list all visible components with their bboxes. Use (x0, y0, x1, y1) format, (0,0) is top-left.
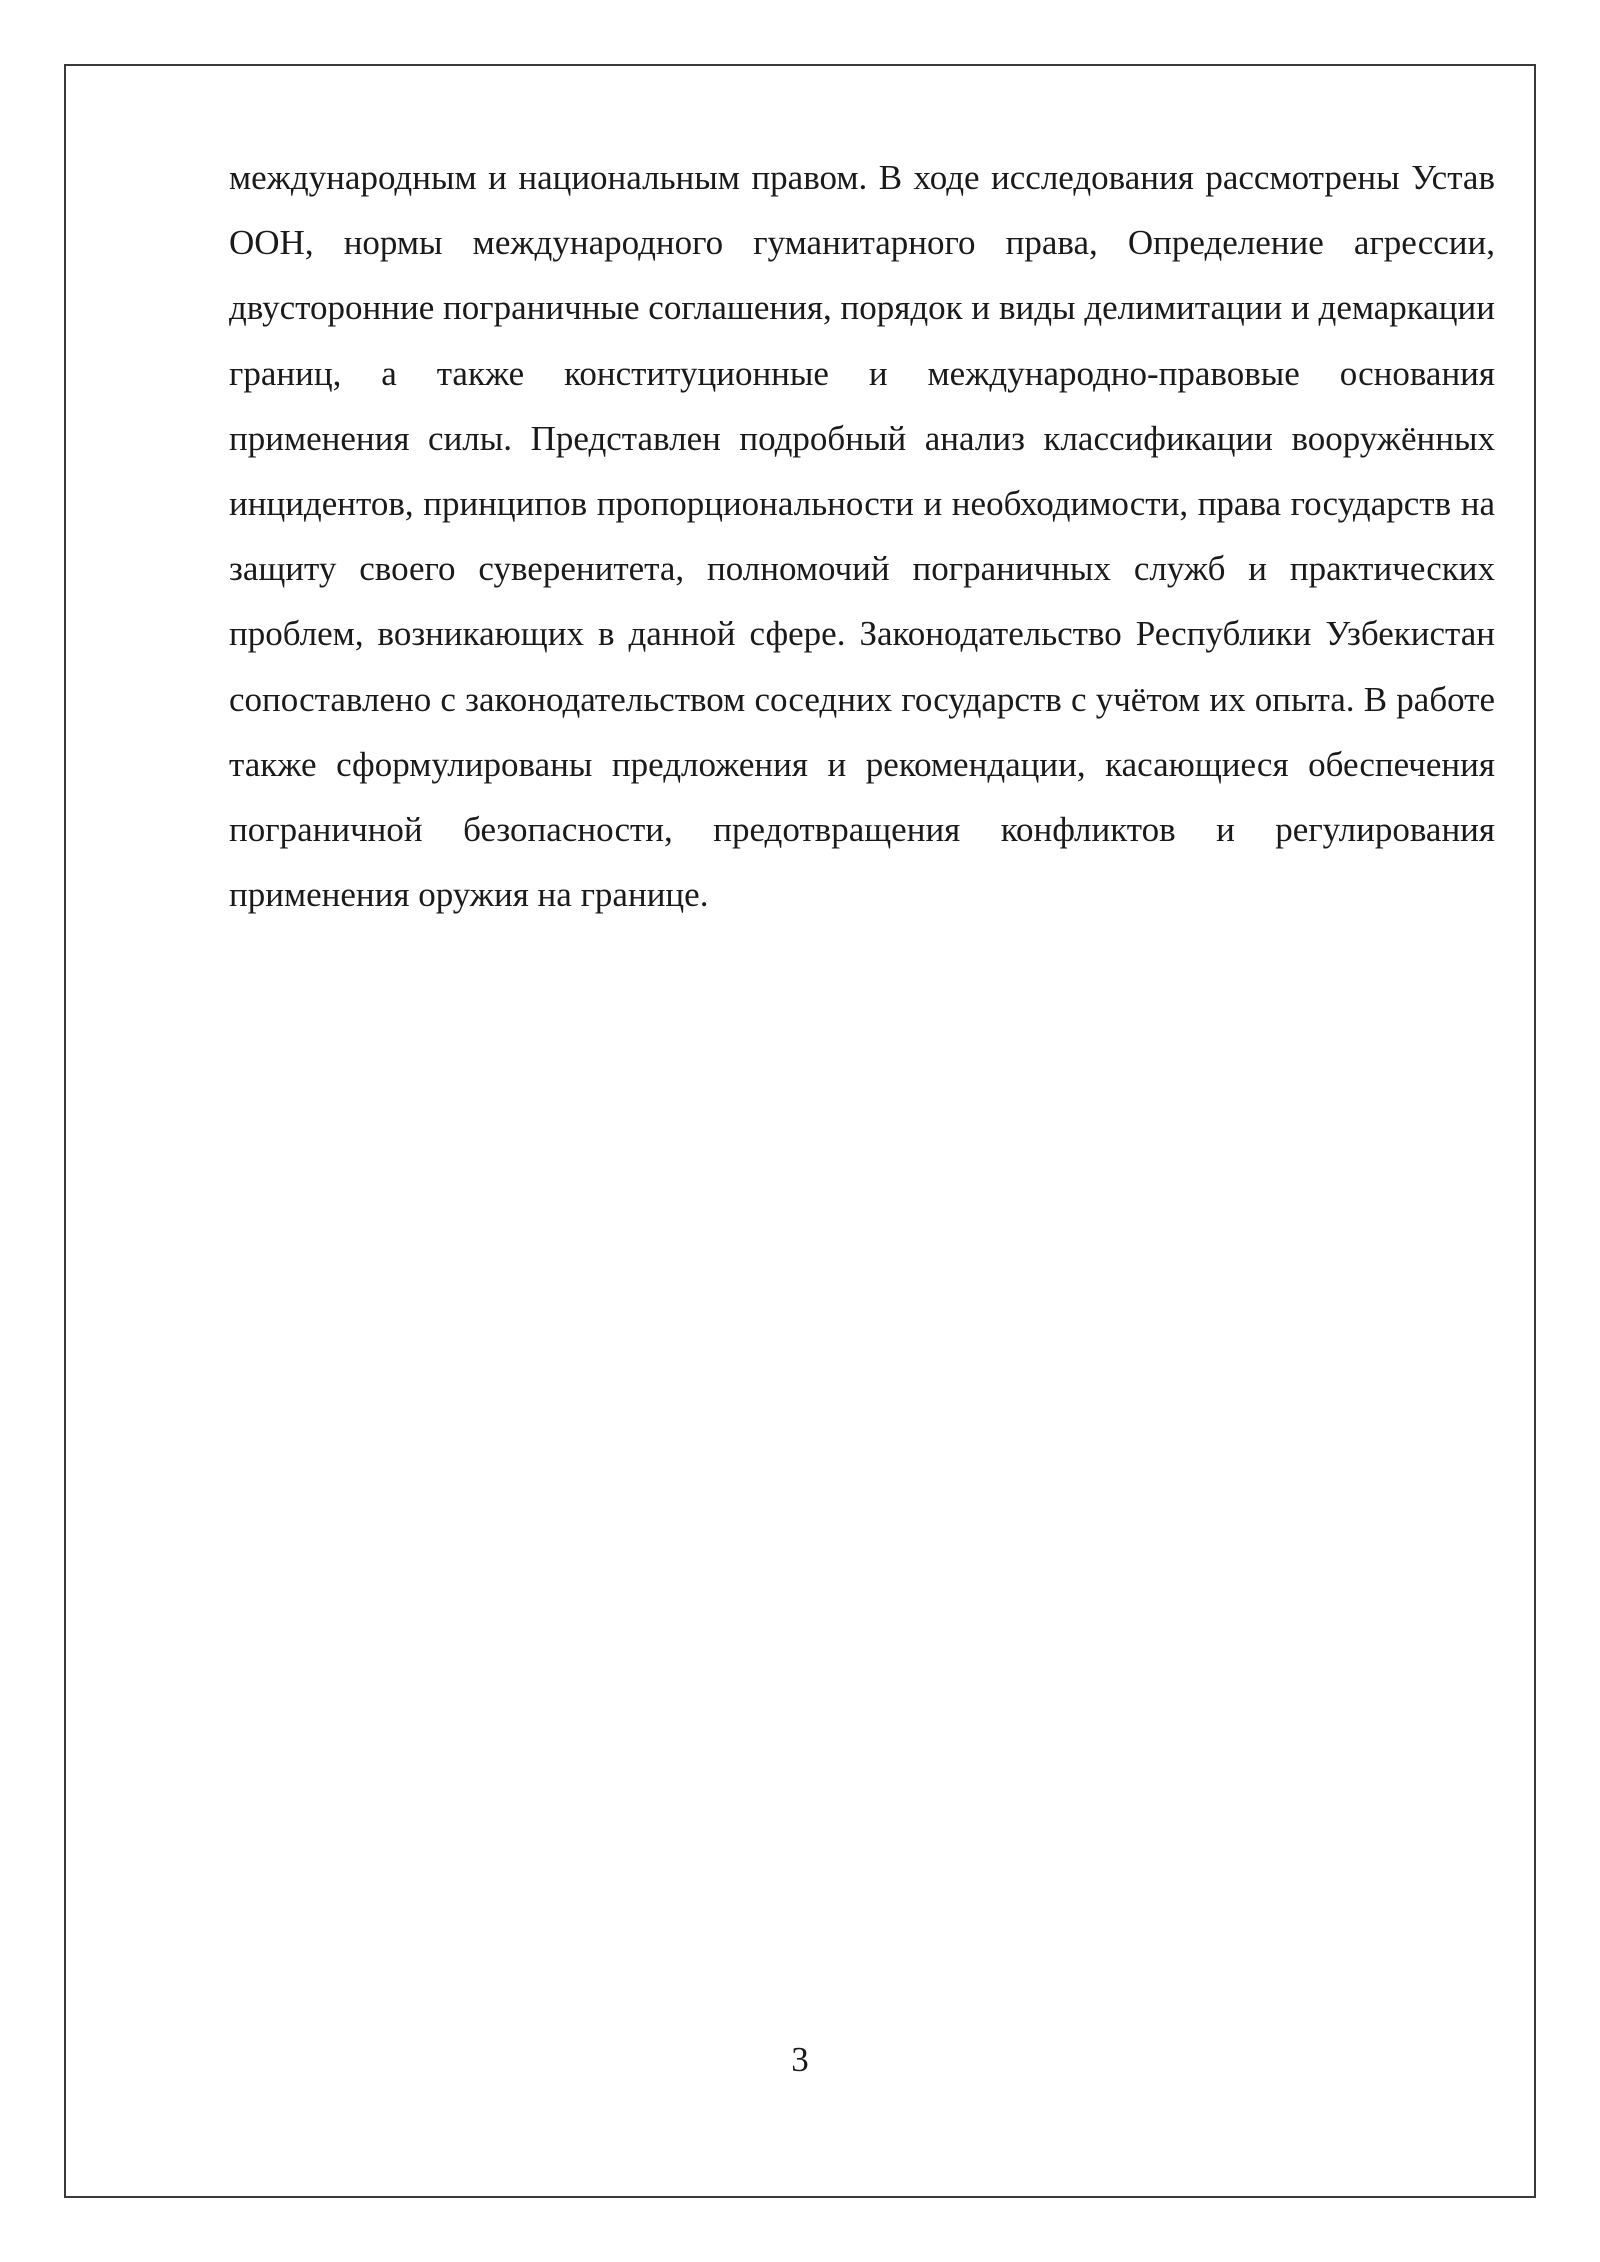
page-number: 3 (791, 2040, 809, 2079)
body-paragraph: международным и национальным правом. В ходе исследования рассмотрены Устав ООН, нормы международного гуманитарного права, Определение агрессии, двусторонние пограничные соглашения, порядок и виды делимитации и демаркации границ, а также конституционные и международно-правовые основания применения силы. Представлен подробный анализ классификации вооружённых инцидентов, принципов пропорциональности и необходимости, права государств на защиту своего суверенитета, полномочий пограничных служб и практических проблем, возникающих в данной сфере. Законодательство Республики Узбекистан сопоставлено с законодательством соседних государств с учётом их опыта. В работе также сформулированы предложения и рекомендации, касающиеся обеспечения пограничной безопасности, предотвращения конфликтов и регулирования применения оружия на границе. (229, 158, 1495, 915)
